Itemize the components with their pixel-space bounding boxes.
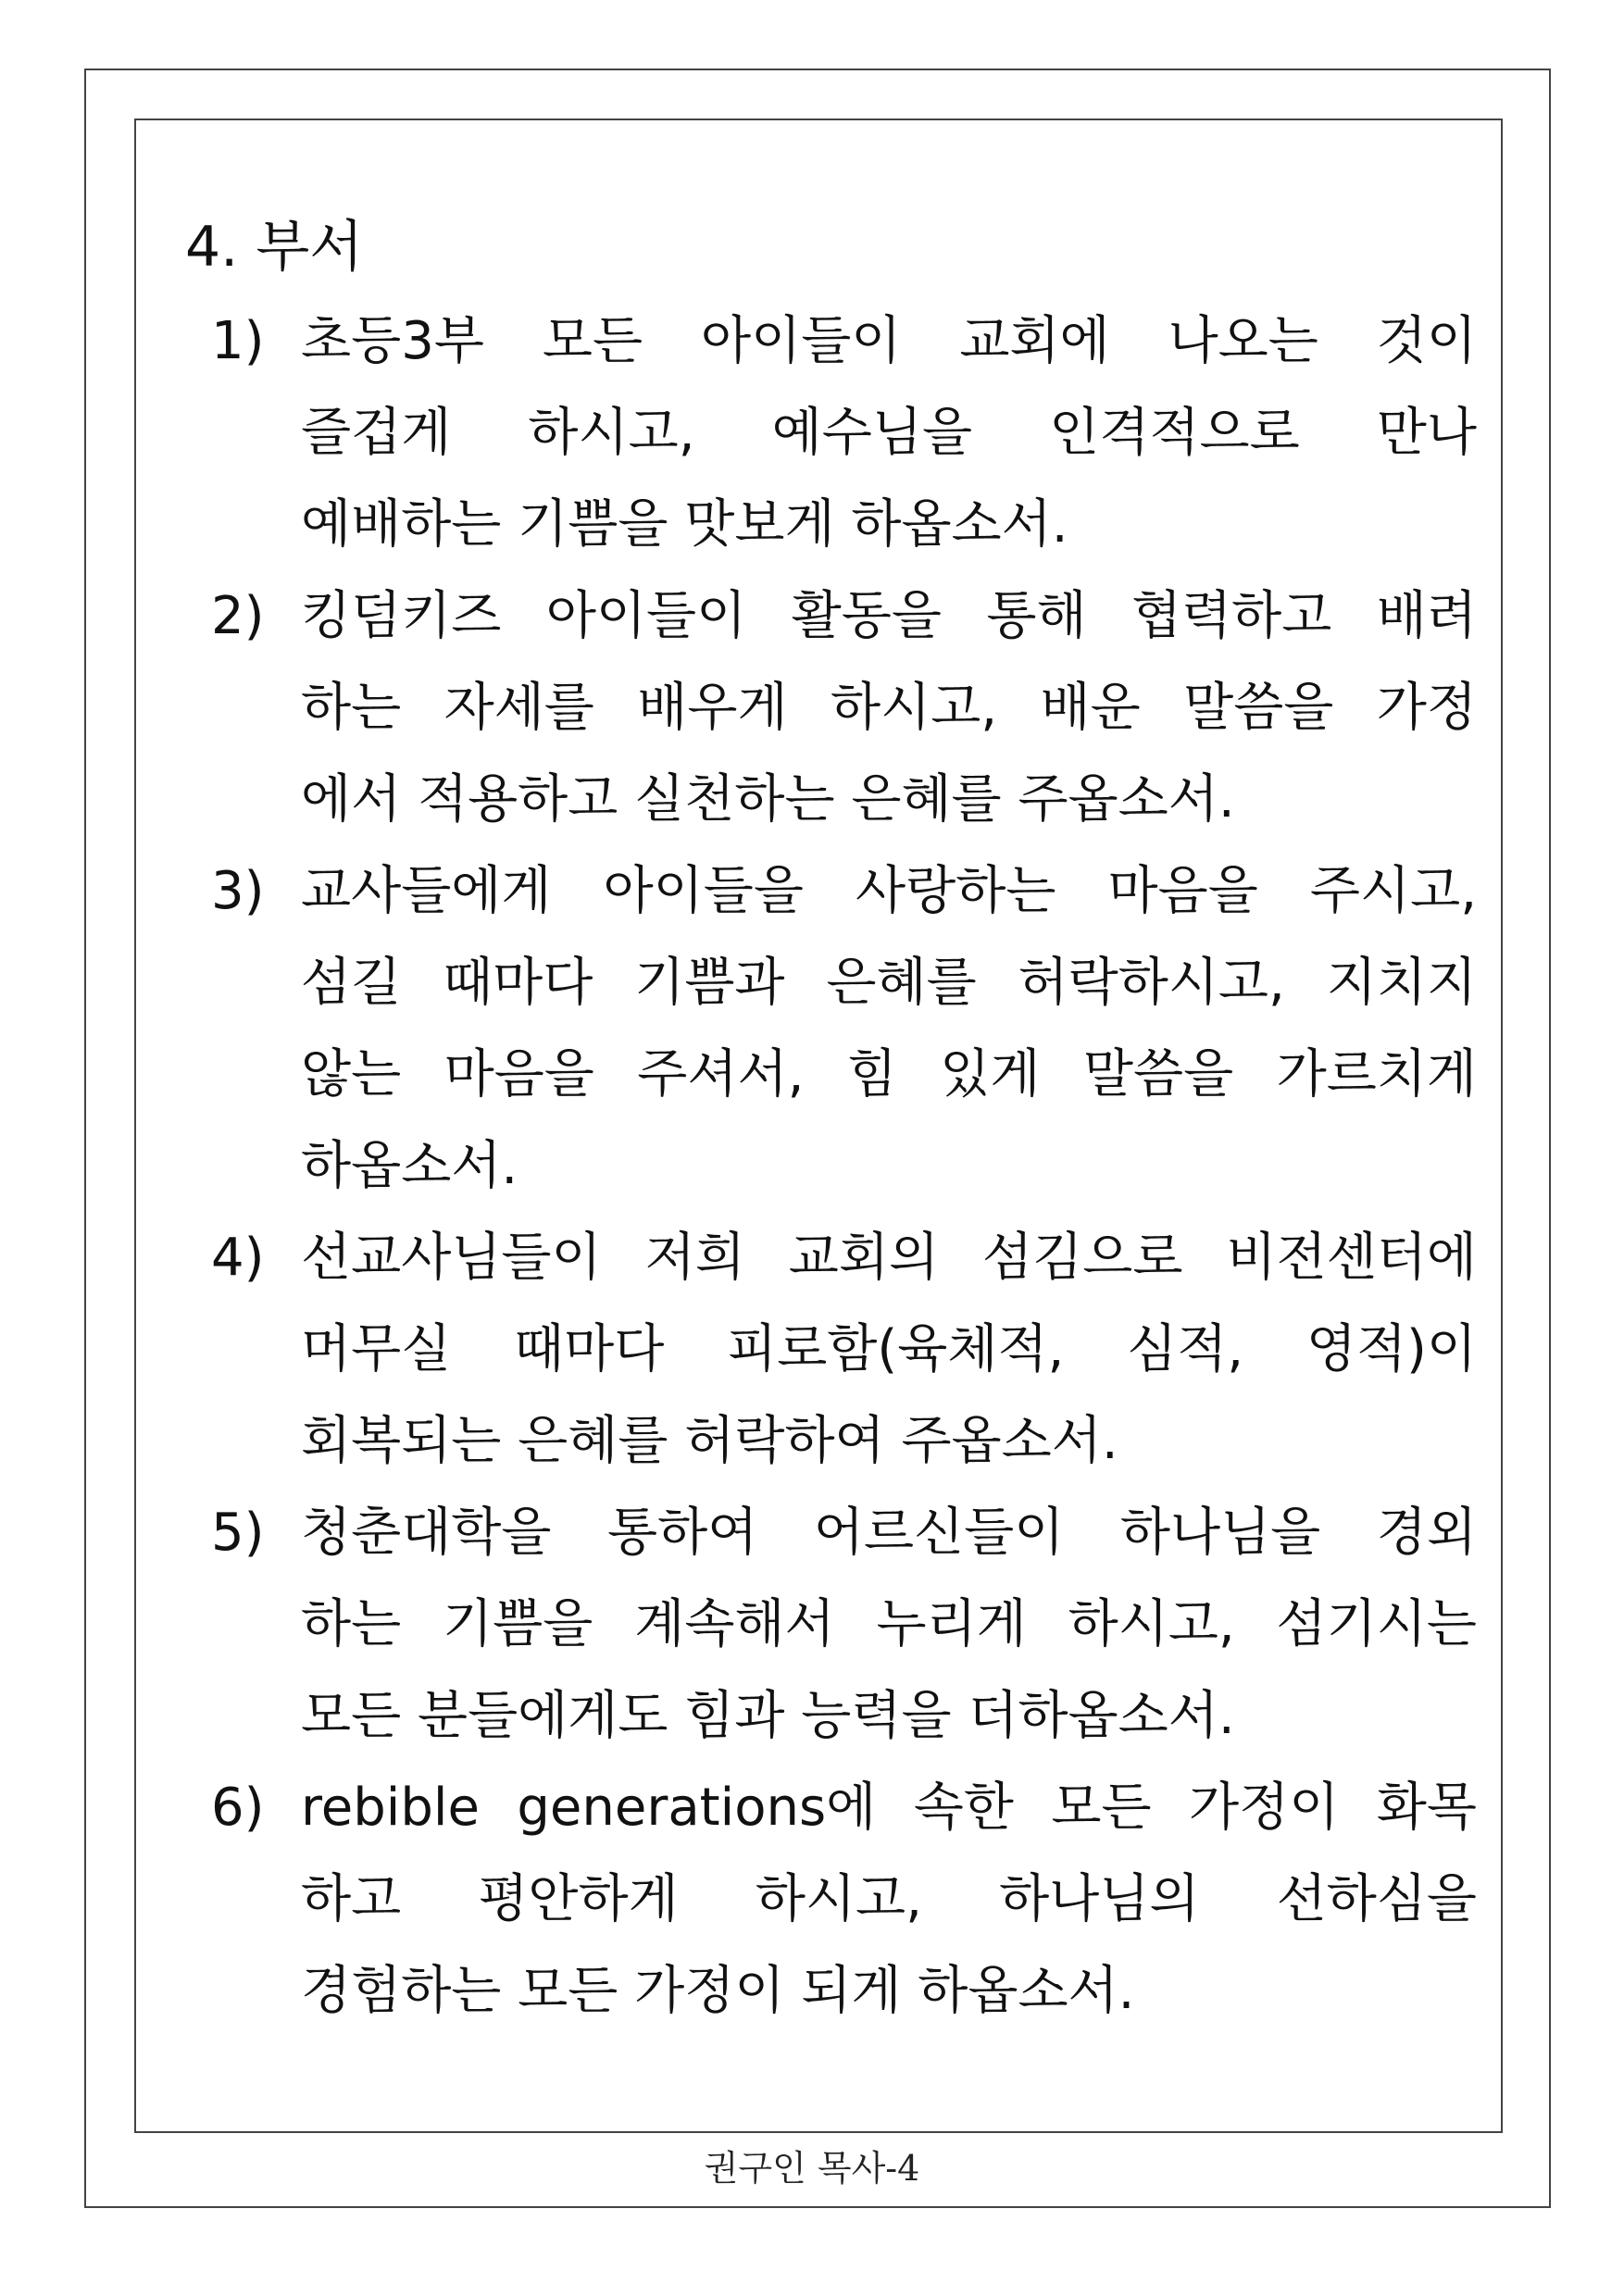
prayer-item-number: 5) — [211, 1503, 265, 1563]
prayer-item-line: 선교사님들이 저희 교회의 섬김으로 비전센터에 — [301, 1228, 1477, 1288]
prayer-item-number: 4) — [211, 1228, 265, 1288]
prayer-item — [185, 1487, 1477, 1762]
prayer-item-list — [185, 295, 1477, 2037]
prayer-item-line: 예배하는 기쁨을 맛보게 하옵소서. — [301, 494, 1068, 555]
prayer-item-line: 하고 평안하게 하시고, 하나님의 선하심을 — [301, 1869, 1477, 1929]
prayer-item-line: 하옵소서. — [301, 1136, 518, 1196]
document-body — [185, 199, 1477, 2037]
prayer-item-line: 머무실 때마다 피로함(육체적, 심적, 영적)이 — [301, 1319, 1477, 1379]
prayer-item — [185, 570, 1477, 845]
prayer-item — [185, 845, 1477, 1212]
prayer-item-line: 킹덤키즈 아이들이 활동을 통해 협력하고 배려 — [301, 586, 1477, 646]
prayer-item-line: 하는 기쁨을 계속해서 누리게 하시고, 섬기시는 — [301, 1594, 1477, 1654]
prayer-item-number: 6) — [211, 1778, 265, 1838]
prayer-item-line: 즐겁게 하시고, 예수님을 인격적으로 만나 — [301, 403, 1477, 463]
prayer-item-line: 경험하는 모든 가정이 되게 하옵소서. — [301, 1961, 1135, 2021]
prayer-item-line: 청춘대학을 통하여 어르신들이 하나님을 경외 — [301, 1503, 1477, 1563]
prayer-item-number: 2) — [211, 586, 265, 646]
prayer-item-line: 모든 분들에게도 힘과 능력을 더하옵소서. — [301, 1686, 1235, 1746]
prayer-item — [185, 1762, 1477, 2037]
prayer-item — [185, 1212, 1477, 1487]
prayer-item-line: 않는 마음을 주셔서, 힘 있게 말씀을 가르치게 — [301, 1044, 1477, 1104]
prayer-item-line: 교사들에게 아이들을 사랑하는 마음을 주시고, — [301, 861, 1477, 921]
prayer-item-number: 3) — [211, 861, 265, 921]
prayer-item-line: rebible generations에 속한 모든 가정이 화목 — [301, 1778, 1477, 1838]
prayer-item-line: 섬길 때마다 기쁨과 은혜를 허락하시고, 지치지 — [301, 953, 1477, 1013]
section-title: 4. 부서 — [185, 215, 364, 280]
prayer-item-line: 하는 자세를 배우게 하시고, 배운 말씀을 가정 — [301, 678, 1477, 738]
prayer-item-line: 에서 적용하고 실천하는 은혜를 주옵소서. — [301, 769, 1235, 830]
prayer-item-line: 초등3부 모든 아이들이 교회에 나오는 것이 — [301, 311, 1477, 371]
prayer-item — [185, 295, 1477, 570]
prayer-item-number: 1) — [211, 311, 265, 371]
prayer-item-line: 회복되는 은혜를 허락하여 주옵소서. — [301, 1411, 1118, 1471]
page-footer: 권구인 목사-4 — [704, 2148, 920, 2189]
